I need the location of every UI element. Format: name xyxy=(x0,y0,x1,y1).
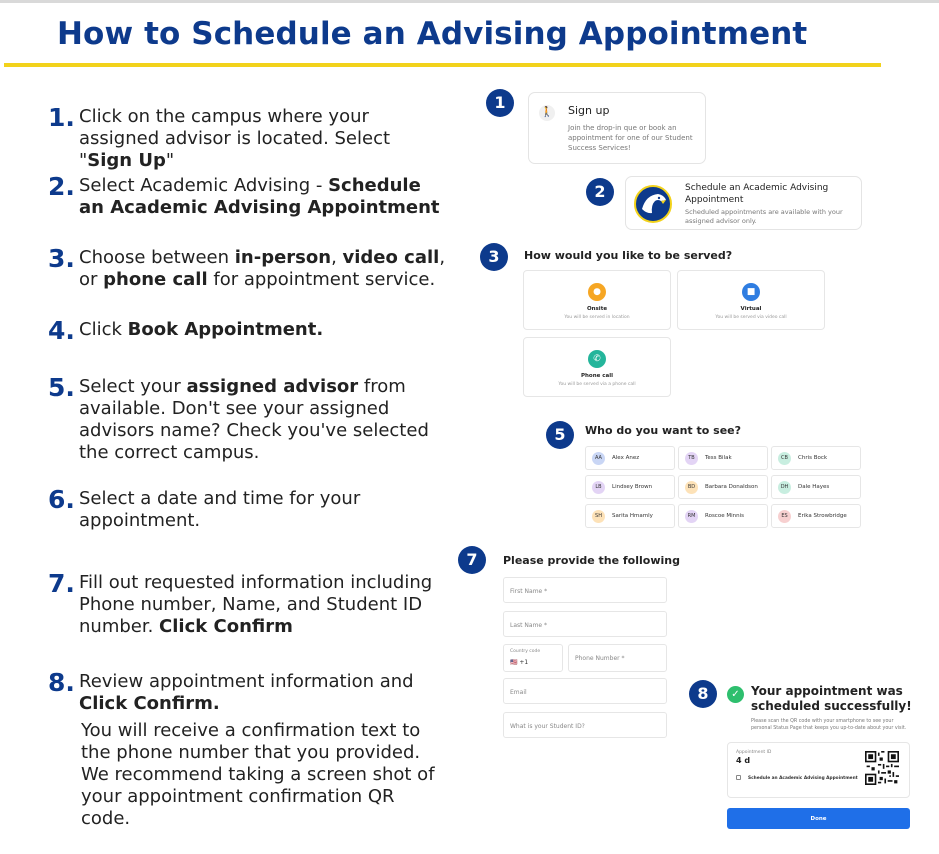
step-text-run: for appointment service. xyxy=(207,269,436,290)
signup-card[interactable] xyxy=(528,92,706,164)
option-onsite[interactable] xyxy=(523,270,671,330)
step-7 xyxy=(48,569,448,638)
step-number: 5. xyxy=(48,373,75,402)
step-text-bold: Click Confirm. xyxy=(79,693,220,714)
location-pin-icon: ● xyxy=(588,283,606,301)
badge-5: 5 xyxy=(546,421,574,449)
step-text-run: Click on the campus where your assigned advisor is located. Select " xyxy=(79,106,391,171)
form-title: Please provide the following xyxy=(503,554,680,567)
step-text-run: Fill out requested information including Phone number, Name, and Student ID number. xyxy=(79,572,433,637)
step-text-run: Select Academic Advising - xyxy=(79,175,329,196)
advisor-avatar: CB xyxy=(778,452,791,465)
step-3 xyxy=(48,244,448,291)
option-label: Virtual xyxy=(740,306,762,312)
country-code-value: 🇺🇸 +1 xyxy=(510,659,529,666)
phone-input[interactable] xyxy=(569,646,666,672)
option-sub: You will be served via video call xyxy=(715,315,787,320)
option-sub: You will be served via a phone call xyxy=(558,382,636,387)
advisor-avatar: SH xyxy=(592,510,605,523)
advisor-avatar: ES xyxy=(778,510,791,523)
badge-3: 3 xyxy=(480,243,508,271)
step-8 xyxy=(48,668,448,830)
student-id-input[interactable] xyxy=(504,715,666,739)
step-number: 8. xyxy=(48,668,75,697)
advising-card-title: Schedule an Academic Advising Appointment xyxy=(685,183,829,205)
appointment-id-value: 4 d xyxy=(736,756,751,765)
option-virtual[interactable] xyxy=(677,270,825,330)
advisor-name: Erika Strowbridge xyxy=(798,513,847,519)
step-text-run: Click xyxy=(79,319,128,340)
step-5 xyxy=(48,373,448,464)
advising-card-description: Scheduled appointments are available with your assigned advisor only. xyxy=(685,208,843,225)
step-number: 1. xyxy=(48,103,75,132)
step-2 xyxy=(48,172,448,219)
step-text xyxy=(79,376,448,464)
advisor-name: Dale Hayes xyxy=(798,484,830,490)
first-name-input[interactable] xyxy=(504,580,666,604)
step-1 xyxy=(48,103,448,172)
advisor-option[interactable] xyxy=(585,475,675,499)
step-number: 7. xyxy=(48,569,75,598)
step-text-bold: Click Confirm xyxy=(159,616,293,637)
step-text xyxy=(79,247,448,291)
appointment-card xyxy=(727,742,910,798)
advisor-avatar: AA xyxy=(592,452,605,465)
title-underline xyxy=(4,63,881,67)
step-text-bold: Book Appointment. xyxy=(127,319,324,340)
phone-icon: ✆ xyxy=(588,350,606,368)
step-text-run: Select your xyxy=(79,376,187,397)
check-icon: ✓ xyxy=(727,686,744,703)
advisor-avatar: BD xyxy=(685,481,698,494)
advisor-avatar: TB xyxy=(685,452,698,465)
advisor-option[interactable] xyxy=(678,446,768,470)
step-text xyxy=(79,572,448,638)
success-title: Your appointment was scheduled successfully! xyxy=(751,684,912,713)
advisor-option[interactable] xyxy=(771,446,861,470)
advisor-option[interactable] xyxy=(771,504,861,528)
step-text-run: , xyxy=(331,247,343,268)
step-number: 3. xyxy=(48,244,75,273)
badge-2: 2 xyxy=(586,178,614,206)
step-text xyxy=(79,319,448,341)
step-text-bold: phone call xyxy=(103,269,208,290)
top-rule xyxy=(0,0,939,3)
advisor-name: Alex Anez xyxy=(612,455,640,461)
email-field[interactable] xyxy=(503,678,667,704)
country-code-select[interactable] xyxy=(503,644,563,672)
advisor-option[interactable] xyxy=(771,475,861,499)
signup-title: Sign up xyxy=(568,104,610,117)
advisor-name: Roscoe Minnis xyxy=(705,513,744,519)
step-text xyxy=(79,488,448,532)
step-text xyxy=(79,175,448,219)
step-6 xyxy=(48,485,448,532)
advisor-avatar: DH xyxy=(778,481,791,494)
advisor-option[interactable] xyxy=(585,504,675,528)
last-name-input[interactable] xyxy=(504,614,666,638)
first-name-field[interactable] xyxy=(503,577,667,603)
step-text-bold: video call xyxy=(342,247,440,268)
step-text xyxy=(79,106,448,172)
phone-field[interactable] xyxy=(568,644,667,672)
academic-advising-card[interactable] xyxy=(625,176,862,230)
page-title: How to Schedule an Advising Appointment xyxy=(57,16,808,52)
qr-code-icon xyxy=(865,751,899,785)
step-number: 6. xyxy=(48,485,75,514)
last-name-field[interactable] xyxy=(503,611,667,637)
step-text xyxy=(79,671,448,715)
step-text-bold: assigned advisor xyxy=(186,376,359,397)
serve-title: How would you like to be served? xyxy=(524,249,733,262)
step-number: 2. xyxy=(48,172,75,201)
option-phone-call[interactable] xyxy=(523,337,671,397)
calendar-icon xyxy=(736,775,741,780)
badge-8: 8 xyxy=(689,680,717,708)
advisor-option[interactable] xyxy=(585,446,675,470)
success-description: Please scan the QR code with your smartphone to see your personal Status Page that keeps you up-to-date about your visit. xyxy=(751,719,907,731)
advisor-option[interactable] xyxy=(678,475,768,499)
eagle-logo-icon xyxy=(634,185,672,223)
email-input[interactable] xyxy=(504,681,666,705)
step-text-run: Choose between xyxy=(79,247,235,268)
advisor-name: Chris Bock xyxy=(798,455,828,461)
badge-7: 7 xyxy=(458,546,486,574)
advisor-name: Sarita Hmamly xyxy=(612,513,653,519)
advisor-avatar: RM xyxy=(685,510,698,523)
advisor-name: Barbara Donaldson xyxy=(705,484,758,490)
advisor-name: Lindsey Brown xyxy=(612,484,653,490)
signup-description: Join the drop-in que or book an appointment for one of our Student Success Services! xyxy=(568,124,693,152)
advisor-title: Who do you want to see? xyxy=(585,424,741,437)
step-text-run: " xyxy=(165,150,175,171)
step-text-run: , or xyxy=(79,247,446,290)
step-text-run: Review appointment information and xyxy=(79,671,414,692)
step-number: 4. xyxy=(48,316,75,345)
country-code-label: Country code xyxy=(510,649,541,654)
step-8-note: You will receive a confirmation text to the phone number that you provided. We recommend taking a screen shot of your appointment confirmation QR code. xyxy=(81,720,435,829)
advisor-name: Tess Bilak xyxy=(705,455,732,461)
walking-person-icon: 🚶 xyxy=(539,105,555,121)
student-id-field[interactable] xyxy=(503,712,667,738)
advisor-avatar: LB xyxy=(592,481,605,494)
video-camera-icon: ■ xyxy=(742,283,760,301)
option-sub: You will be served in location xyxy=(564,315,630,320)
appointment-service: Schedule an Academic Advising Appointment xyxy=(748,776,858,781)
appointment-id-label: Appointment ID xyxy=(736,750,772,755)
badge-1: 1 xyxy=(486,89,514,117)
step-text-bold: Schedule an Academic Advising Appointment xyxy=(79,175,440,218)
advisor-option[interactable] xyxy=(678,504,768,528)
step-text-run: from available. Don't see your assigned advisors name? Check you've selected the correct campus. xyxy=(79,376,429,463)
step-text-run: Select a date and time for your appointment. xyxy=(79,488,361,531)
step-text-bold: Sign Up xyxy=(87,150,166,171)
step-4 xyxy=(48,316,448,345)
step-text-bold: in-person xyxy=(234,247,332,268)
done-button[interactable]: Done xyxy=(727,808,910,829)
option-label: Onsite xyxy=(586,306,608,312)
option-label: Phone call xyxy=(580,373,614,379)
